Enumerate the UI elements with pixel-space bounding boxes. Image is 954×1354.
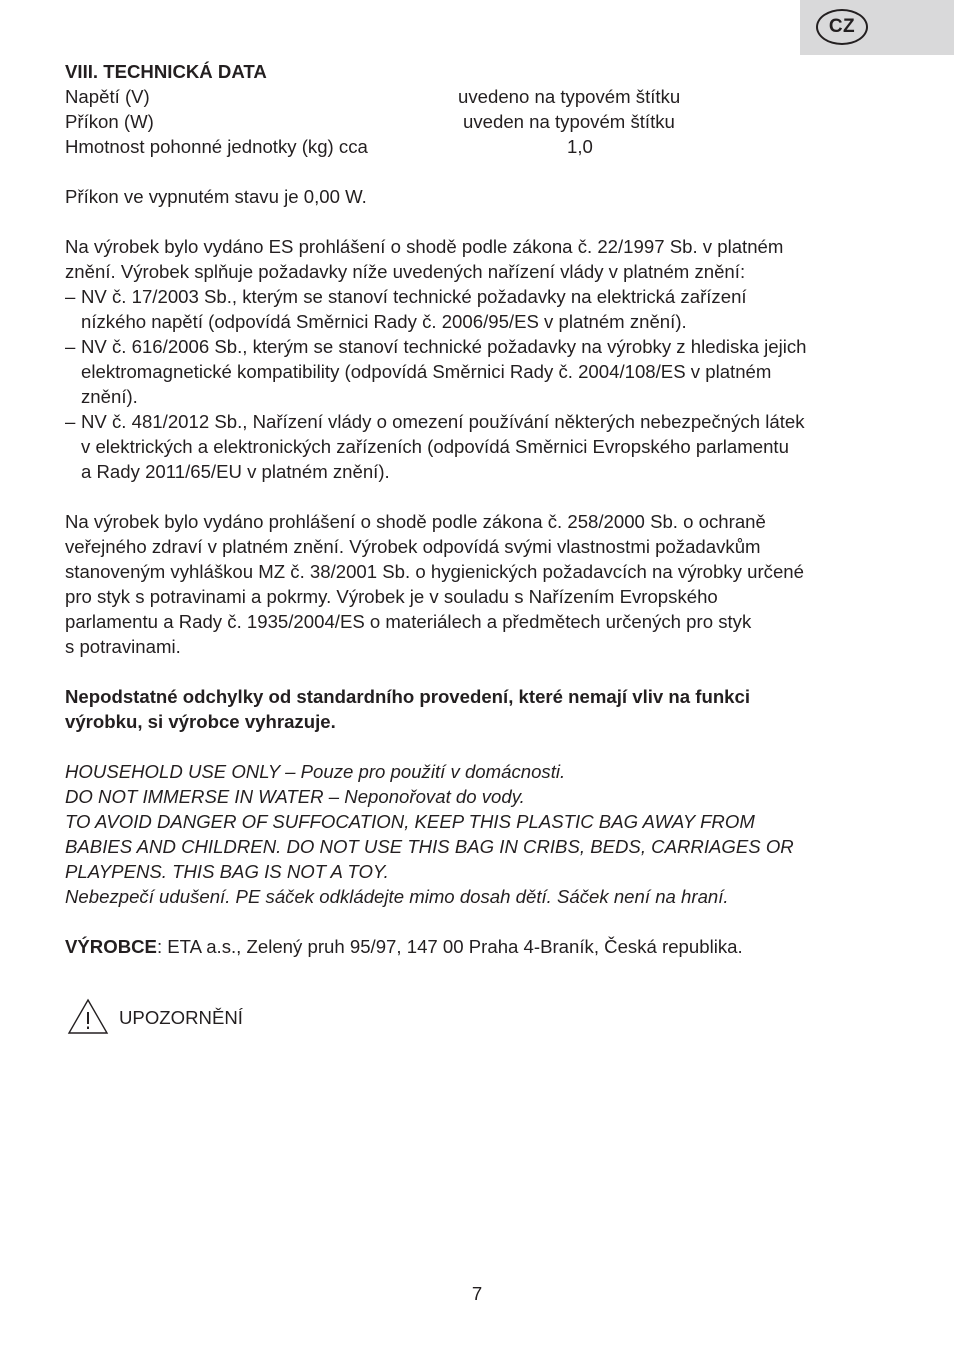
safety-warning-line: BABIES AND CHILDREN. DO NOT USE THIS BAG IN CRIBS, BEDS, CARRIAGES OR [65,836,794,857]
standby-power-text: Příkon ve vypnutém stavu je 0,00 W. [65,186,367,207]
regulation-item [65,409,895,484]
tech-data-value: uvedeno na typovém štítku [458,86,681,107]
bullet-dash: – [65,336,76,357]
manufacturer-label: VÝROBCE [65,936,157,957]
tech-data-label: Hmotnost pohonné jednotky (kg) cca [65,136,368,157]
regulation-line: a Rady 2011/65/EU v platném znění). [81,461,390,482]
safety-warning-line: PLAYPENS. THIS BAG IS NOT A TOY. [65,861,389,882]
regulation-line: NV č. 616/2006 Sb., kterým se stanoví technické požadavky na výrobky z hlediska jejich [81,336,807,357]
regulation-line: NV č. 481/2012 Sb., Nařízení vlády o omezení používání některých nebezpečných látek [81,411,805,432]
caution-label: UPOZORNĚNÍ [119,1006,243,1028]
bullet-dash: – [65,411,76,432]
safety-warning-line: HOUSEHOLD USE ONLY – Pouze pro použití v domácnosti. [65,761,566,782]
health-declaration-line: s potravinami. [65,636,181,657]
page-content [65,59,895,959]
tech-data-row [65,109,895,134]
tech-data-heading: VIII. TECHNICKÁ DATA [65,61,267,82]
language-badge: CZ [816,9,868,45]
regulation-line: znění). [81,386,138,407]
tech-data-row [65,134,895,159]
health-declaration-line: stanoveným vyhláškou MZ č. 38/2001 Sb. o hygienických požadavcích na výrobky určené [65,561,804,582]
es-declaration-intro: znění. Výrobek splňuje požadavky níže uvedených nařízení vlády v platném znění: [65,261,746,282]
caution-block [67,998,243,1036]
regulation-item [65,284,895,334]
safety-warning-line: DO NOT IMMERSE IN WATER – Neponořovat do vody. [65,786,525,807]
safety-warning-line: TO AVOID DANGER OF SUFFOCATION, KEEP THIS PLASTIC BAG AWAY FROM [65,811,755,832]
safety-warning-line: Nebezpečí udušení. PE sáček odkládejte mimo dosah dětí. Sáček není na hraní. [65,886,729,907]
page-number: 7 [471,1283,483,1304]
bullet-dash: – [65,286,76,307]
regulation-line: nízkého napětí (odpovídá Směrnici Rady č. 2006/95/ES v platném znění). [81,311,687,332]
tech-data-label: Napětí (V) [65,86,150,107]
deviation-note-line: Nepodstatné odchylky od standardního provedení, které nemají vliv na funkci [65,686,751,707]
es-declaration-intro: Na výrobek bylo vydáno ES prohlášení o shodě podle zákona č. 22/1997 Sb. v platném [65,236,784,257]
regulation-line: NV č. 17/2003 Sb., kterým se stanoví technické požadavky na elektrická zařízení [81,286,747,307]
language-tab [800,0,954,55]
regulation-line: elektromagnetické kompatibility (odpovídá Směrnici Rady č. 2004/108/ES v platném [81,361,772,382]
regulation-line: v elektrických a elektronických zařízeních (odpovídá Směrnici Evropského parlamentu [81,436,789,457]
regulation-item [65,334,895,409]
health-declaration-line: parlamentu a Rady č. 1935/2004/ES o materiálech a předmětech určených pro styk [65,611,752,632]
health-declaration-line: pro styk s potravinami a pokrmy. Výrobek je v souladu s Nařízením Evropského [65,586,718,607]
tech-data-value: 1,0 [567,136,593,157]
tech-data-label: Příkon (W) [65,111,154,132]
tech-data-row [65,84,895,109]
health-declaration-line: veřejného zdraví v platném znění. Výrobek odpovídá svými vlastnostmi požadavkům [65,536,761,557]
deviation-note-line: výrobku, si výrobce vyhrazuje. [65,711,336,732]
health-declaration-line: Na výrobek bylo vydáno prohlášení o shodě podle zákona č. 258/2000 Sb. o ochraně [65,511,766,532]
manufacturer-info [65,934,895,959]
warning-triangle-icon [67,998,119,1036]
tech-data-value: uveden na typovém štítku [463,111,675,132]
manufacturer-address: : ETA a.s., Zelený pruh 95/97, 147 00 Praha 4-Braník, Česká republika. [156,936,743,957]
